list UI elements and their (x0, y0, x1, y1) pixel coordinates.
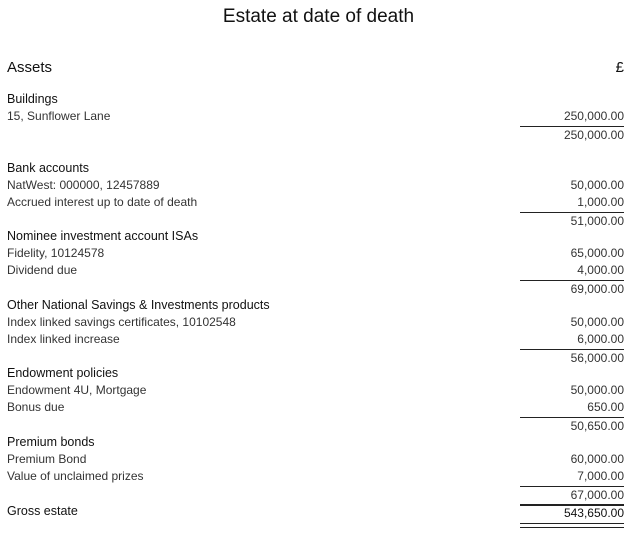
subtotal-rule (520, 349, 624, 350)
line-item-label: Index linked increase (7, 331, 120, 346)
line-item (0, 109, 637, 126)
line-item-amount: 6,000.00 (577, 331, 624, 346)
section-subtotal: 56,000.00 (570, 350, 624, 365)
section-heading: Buildings (7, 92, 58, 106)
line-item-label: Accrued interest up to date of death (7, 194, 198, 209)
line-item-label: 15, Sunflower Lane (7, 109, 111, 123)
section-heading: Nominee investment account ISAs (7, 229, 199, 243)
section-heading: Premium bonds (7, 434, 95, 449)
gross-estate-label: Gross estate (7, 504, 78, 518)
assets-label: Assets (7, 59, 53, 76)
line-item-amount: 4,000.00 (577, 263, 624, 277)
line-item (0, 469, 637, 486)
line-item-label: Fidelity, 10124578 (7, 246, 105, 260)
section-heading: Other National Savings & Investments products (7, 297, 270, 312)
line-item-label: NatWest: 000000, 12457889 (7, 177, 160, 192)
currency-symbol: £ (615, 59, 624, 76)
line-item-amount: 50,000.00 (570, 383, 624, 397)
line-item-label: Index linked savings certificates, 10102548 (7, 314, 236, 329)
line-item (0, 383, 637, 400)
line-item-amount: 50,000.00 (570, 314, 624, 329)
section-bank-accounts (0, 161, 637, 230)
subtotal-rule (520, 417, 624, 418)
line-item (0, 195, 637, 212)
line-item-label: Value of unclaimed prizes (7, 468, 144, 483)
subtotal-rule (520, 486, 624, 487)
line-item (0, 452, 637, 469)
line-item (0, 332, 637, 349)
subtotal-rule (520, 126, 624, 127)
section-subtotal: 67,000.00 (570, 487, 624, 502)
assets-sections (0, 92, 637, 503)
section-heading: Bank accounts (7, 160, 89, 175)
section-ns-and-i (0, 298, 637, 367)
line-item-label: Dividend due (7, 263, 78, 277)
section-subtotal: 250,000.00 (563, 128, 624, 142)
line-item-amount: 1,000.00 (577, 194, 624, 209)
line-item-amount: 250,000.00 (563, 109, 624, 123)
line-item-amount: 650.00 (587, 400, 624, 414)
line-item-label: Premium Bond (7, 451, 87, 466)
section-premium-bonds (0, 435, 637, 504)
line-item-label: Bonus due (7, 400, 65, 414)
line-item-amount: 50,000.00 (570, 177, 624, 192)
line-item-amount: 65,000.00 (570, 246, 624, 260)
section-nominee-isas (0, 229, 637, 298)
gross-estate-amount: 543,650.00 (563, 506, 624, 520)
subtotal-rule (520, 280, 624, 281)
subtotal-rule (520, 212, 624, 213)
gross-estate-double-underline (520, 523, 624, 528)
section-buildings (0, 92, 637, 161)
page-title: Estate at date of death (222, 6, 415, 27)
section-subtotal: 51,000.00 (570, 213, 624, 228)
line-item (0, 246, 637, 263)
line-item (0, 400, 637, 417)
section-endowment-policies (0, 366, 637, 435)
line-item (0, 178, 637, 195)
section-subtotal: 50,650.00 (570, 419, 624, 433)
line-item-amount: 7,000.00 (577, 468, 624, 483)
line-item (0, 263, 637, 280)
gross-estate-row (0, 504, 637, 540)
line-item-label: Endowment 4U, Mortgage (7, 383, 147, 397)
line-item-amount: 60,000.00 (570, 451, 624, 466)
section-subtotal: 69,000.00 (570, 282, 624, 296)
section-heading: Endowment policies (7, 366, 119, 380)
line-item (0, 315, 637, 332)
